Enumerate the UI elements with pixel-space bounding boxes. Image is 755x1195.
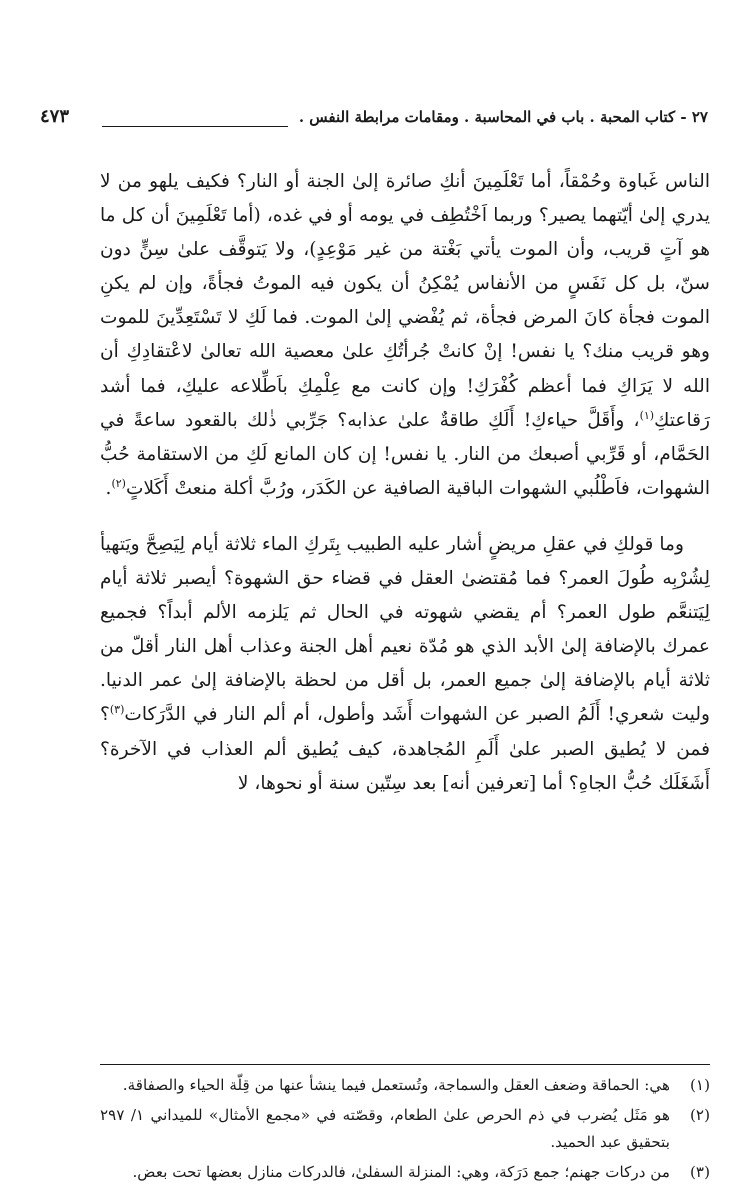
paragraph-text: ، وأَقَلَّ حياءكِ! أَلَكِ طاقةٌ علىٰ عذابه؟ جَرِّبي ذٰلك بالقعود ساعةً في الحَمَّام، أو قَرِّبي أصبعك من النار. يا نفس! إن كان المانع لَكِ من الاستقامة حُبُّ الشهوات، فاَطْلُبي الشهوات الباقية الصافية عن الكَدَر، ورُبَّ أكلة منعتْ أَكَلاتٍ <box>100 409 710 499</box>
paragraph-text: وما قولكِ في عقلِ مريضٍ أشار عليه الطبيب بِتَركِ الماء ثلاثة أيام لِيَصِحَّ ويَتهيأ لِشُرْبِه طُولَ العمر؟ فما مُقتضىٰ العقل في قضاء حق الشهوة؟ أيصبر ثلاثة أيام لِيَتنعَّم طول العمر؟ أم يقضي شهوته في الحال ثم يَلزمه الألم أبداً؟ فجميع عمرك بالإضافة إلىٰ الأبد الذي هو مُدّة نعيم أهل الجنة وعذاب أهل النار أقلّ من ثلاثة أيام بالإضافة إلىٰ جميع العمر، بل أقل من لحظة بالإضافة إلىٰ عمر الدنيا. وليت شعري! أَلَمُ الصبر عن الشهوات أَشَد وأطول، أم ألم النار في الدَّرَكات <box>100 533 710 726</box>
paragraph-text: الناس غَباوة وحُمْقاً، أما تَعْلَمِينَ أنكِ صائرة إلىٰ الجنة أو النار؟ فكيف يلهو من لا يدري إلىٰ أيّتهما يصير؟ وربما اَخْتُطِف في يومه أو في غده، (أما تَعْلَمِينَ أن كل ما هو آتٍ قريب، وأن الموت يأتي بَغْتة من غير مَوْعِدٍ)، ولا يَتوقَّف علىٰ سِنٍّ دون سنّ، بل كل نَفَسٍ من الأنفاس يُمْكِنُ أن يكون فيه الموتُ فجأةً، وإن لم يكنِ الموت فجأة كانَ المرض فجأة، ثم يُفْضي إلىٰ الموت. فما لَكِ لا تَسْتَعِدِّينَ للموت وهو قريب منك؟ يا نفس! إنْ كانتْ جُرأتُكِ علىٰ معصية الله تعالىٰ لاعْتقادِكِ أن الله لا يَرَاكِ فما أعظم كُفْرَكِ! وإن كانت مع عِلْمِكِ باَطِّلاعه عليكِ، فما أشد رَقاعتكِ <box>100 171 710 431</box>
paragraph <box>100 165 710 506</box>
running-title: ٢٧ - كتاب المحبة . باب في المحاسبة . ومقامات مرابطة النفس . <box>298 108 708 126</box>
footnote-separator <box>100 1064 710 1065</box>
main-text <box>100 165 710 801</box>
footnote-number: (١) <box>689 1076 710 1094</box>
footnote-ref: (٢) <box>111 476 126 490</box>
footnote-ref: (١) <box>639 408 655 422</box>
footnote-text: هي: الحماقة وضعف العقل والسماجة، وتُستعمل فيما ينشأ عنها من قِلّة الحياء والصفاقة. <box>122 1076 670 1094</box>
running-header <box>40 108 708 138</box>
footnote <box>100 1102 710 1156</box>
footnote-number: (٣) <box>689 1163 710 1181</box>
header-rule <box>102 126 288 127</box>
paragraph <box>100 528 710 801</box>
footnote <box>100 1159 710 1186</box>
footnote-ref: (٣) <box>109 703 125 717</box>
paragraph-text: ؟ فمن لا يُطيق الصبر علىٰ أَلَمِ المُجاهدة، كيف يُطيق ألم العذاب في الآخرة؟ أَشَغَلَك حُبُّ الجاهِ؟ أما [تعرفين أنه] بعد سِتّين سنة أو نحوها، لا <box>100 704 710 794</box>
page-number: ٤٧٣ <box>40 106 70 127</box>
footnote <box>100 1072 710 1099</box>
footnote-text: من دركات جهنم؛ جمع دَرَكة، وهي: المنزلة السفلىٰ، فالدركات منازل بعضها تحت بعض. <box>132 1163 670 1181</box>
footnotes <box>100 1072 710 1189</box>
footnote-number: (٢) <box>689 1106 710 1124</box>
footnote-text: هو مَثَل يُضرب في ذم الحرص علىٰ الطعام، وقصّته في «مجمع الأمثال» للميداني ١/ ٢٩٧ بتحقيق عبد الحميد. <box>100 1106 670 1151</box>
paragraph-text: . <box>105 477 112 499</box>
